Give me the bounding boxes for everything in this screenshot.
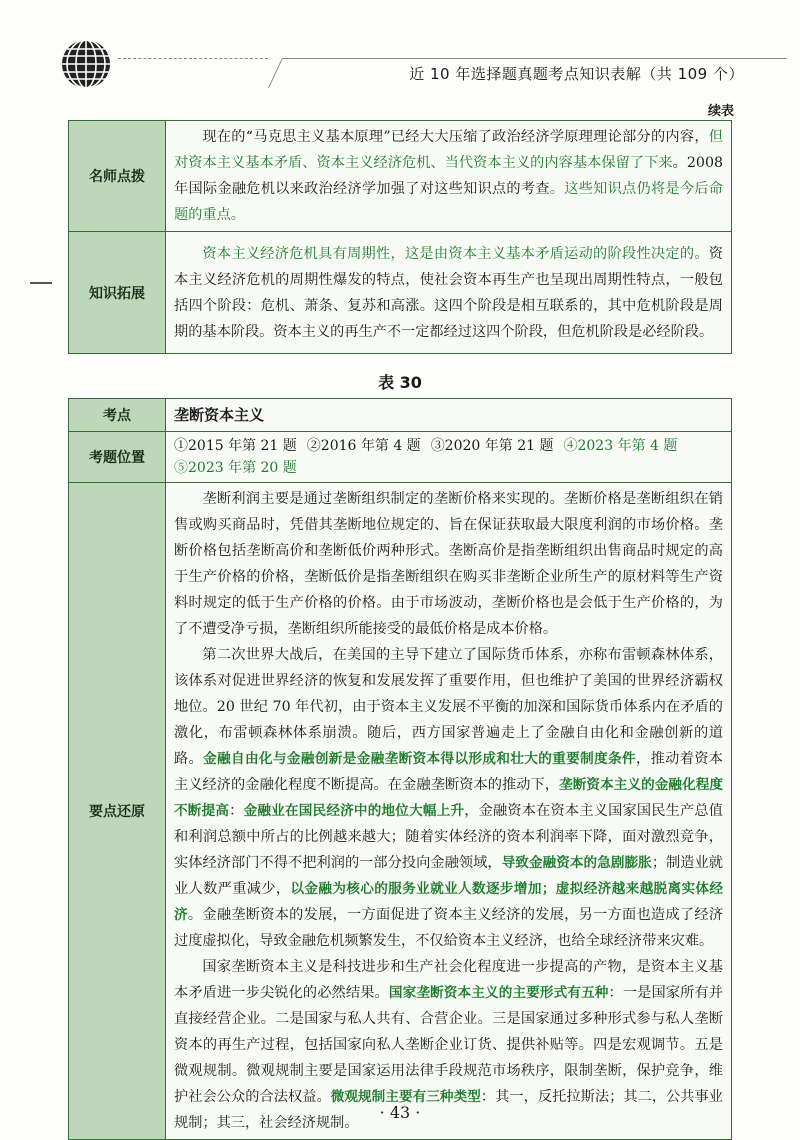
table-row	[69, 399, 732, 432]
position-item: ①2015 年第 21 题	[174, 438, 297, 454]
header-divider	[118, 58, 268, 59]
position-item: ⑤2023 年第 20 题	[174, 460, 297, 476]
page-header	[0, 0, 800, 119]
table-row	[69, 232, 732, 354]
text-segment: 第二次世界大战后，在美国的主导下建立了国际货币体系，亦称布雷顿森林体系，该体系对促进世界经济的恢复和发展发挥了重要作用，但也维护了美国的世界经济霸权地位。20 世纪 70 年代初，由于资本主义发展不平衡的加深和国际货币体系内在矛盾的激化，布雷顿森林体系崩溃。随后，西方国家普遍走上了金融自由化和金融创新的道路。	[174, 647, 723, 767]
table-30	[68, 398, 732, 1140]
text-segment: 资本主义经济危机的周期性爆发的特点，使社会资本再生产也呈现出周期性特点，一般包括四个阶段：危机、萧条、复苏和高涨。这四个阶段是相互联系的，其中危机阶段是周期的基本阶段。资本主义的再生产不一定都经过这四个阶段，但危机阶段是必经阶段。	[174, 245, 723, 340]
table-row	[69, 432, 732, 483]
continued-label: 续表	[707, 104, 734, 119]
text-segment: 。金融垄断资本的发展，一方面促进了资本主义经济的发展，另一方面也造成了经济过度虚拟化，导致金融危机频繁发生，不仅給资本主义经济，也给全球经济带来灾难。	[174, 907, 724, 949]
continued-table	[68, 120, 732, 354]
table-row	[69, 483, 732, 1140]
text-segment: ：	[229, 803, 244, 819]
position-list	[166, 432, 732, 483]
highlight-segment: 微观规制主要有三种类型	[330, 1089, 481, 1105]
highlight-segment: 金融自由化与金融创新是金融垄断资本得以形成和壮大的重要制度条件	[203, 751, 637, 767]
text-segment: ；制造业就业人数严重减少，	[174, 855, 723, 897]
paragraph	[174, 486, 723, 642]
position-label: 考题位置	[69, 432, 166, 483]
highlight-segment: 金融业在国民经济中的地位大幅上升	[243, 803, 465, 819]
row-content	[166, 121, 732, 232]
text-segment: 国家垄断资本主义是科技进步和生产社会化程度进一步提高的产物，是资本主义基本矛盾进一步尖锐化的必然结果。	[174, 959, 723, 1001]
globe-logo-icon	[60, 38, 112, 90]
topic-value: 垄断资本主义	[166, 399, 732, 432]
text-segment: ：其一，反托拉斯法；其二，公共事业规制；其三，社会经济规制。	[174, 1089, 723, 1131]
row-label: 名师点拨	[69, 121, 166, 232]
text-segment: ：一是国家所有并直接经营企业。二是国家与私人共有、合营企业。三是国家通过多种形式参与私人垄断资本的再生产过程，包括国家向私人垄断企业订货、提供补贴等。四是宏观调节。五是微观规制。微观规制主要是国家运用法律手段规范市场秩序，限制垄断，保护竞争，维护社会公众的合法权益。	[174, 985, 723, 1105]
table-title: 表 30	[378, 373, 422, 392]
page-header-title: 近 10 年选择题真题考点知识表解（共 109 个）	[409, 65, 744, 83]
position-item: ③2020 年第 21 题	[430, 438, 554, 454]
text-segment: 垄断利润主要是通过垄断组织制定的垄断价格来实现的。垄断价格是垄断组织在销售或购买商品时，凭借其垄断地位规定的、旨在保证获取最大限度利润的市场价格。垄断价格包括垄断高价和垄断低价两种形式。垄断高价是指垄断组织出售商品时规定的高于生产价格的价格，垄断低价是指垄断组织在购买非垄断企业所生产的原材料等生产资料时规定的低于生产价格的价格。由于市场波动，垄断价格也是会低于生产价格的，为了不遭受净亏损，垄断组织所能接受的最低价格是成本价格。	[174, 491, 723, 637]
content-label: 要点还原	[69, 483, 166, 1140]
highlight-segment: 。这些知识点仍将是今后命题的重点。	[174, 181, 723, 223]
margin-mark	[30, 282, 52, 284]
row-content	[166, 232, 732, 354]
highlight-segment: 国家垄断资本主义的主要形式有五种	[388, 985, 609, 1001]
position-item: ④2023 年第 4 题	[563, 438, 678, 454]
highlight-segment: 垄断资本主义的金融化程度不断提高	[174, 777, 723, 819]
text-segment: ，金融资本在资本主义国家国民生产总值和利润总额中所占的比例越来越大；随着实体经济的资本利润率下降，面对激烈竞争，实体经济部门不得不把利润的一部分投向金融领域，	[174, 803, 723, 871]
highlight-segment: 导致金融资本的急剧膨胀	[501, 855, 652, 871]
row-label: 知识拓展	[69, 232, 166, 354]
position-item: ②2016 年第 4 题	[306, 438, 421, 454]
text-segment: 。2008 年国际金融危机以来政治经济学加强了对这些知识点的考查	[174, 155, 723, 197]
table-row	[69, 121, 732, 232]
content-body	[166, 483, 732, 1140]
highlight-segment: 以金融为核心的服务业就业人数逐步增加；虚拟经济越来越脱离实体经济	[174, 881, 723, 923]
text-segment: ，推动着资本主义经济的金融化程度不断提高。在金融垄断资本的推动下，	[174, 751, 723, 793]
paragraph	[174, 642, 723, 954]
highlight-segment: 但对资本主义基本矛盾、资本主义经济危机、当代资本主义的内容基本保留了下来	[174, 129, 723, 171]
text-segment: 现在的“马克思主义基本原理”已经大大压缩了政治经济学原理理论部分的内容，	[202, 129, 709, 145]
page-number: · 43 ·	[379, 1103, 421, 1122]
highlight-segment: 资本主义经济危机具有周期性，这是由资本主义基本矛盾运动的阶段性决定的。	[202, 245, 709, 262]
topic-label: 考点	[69, 399, 166, 432]
